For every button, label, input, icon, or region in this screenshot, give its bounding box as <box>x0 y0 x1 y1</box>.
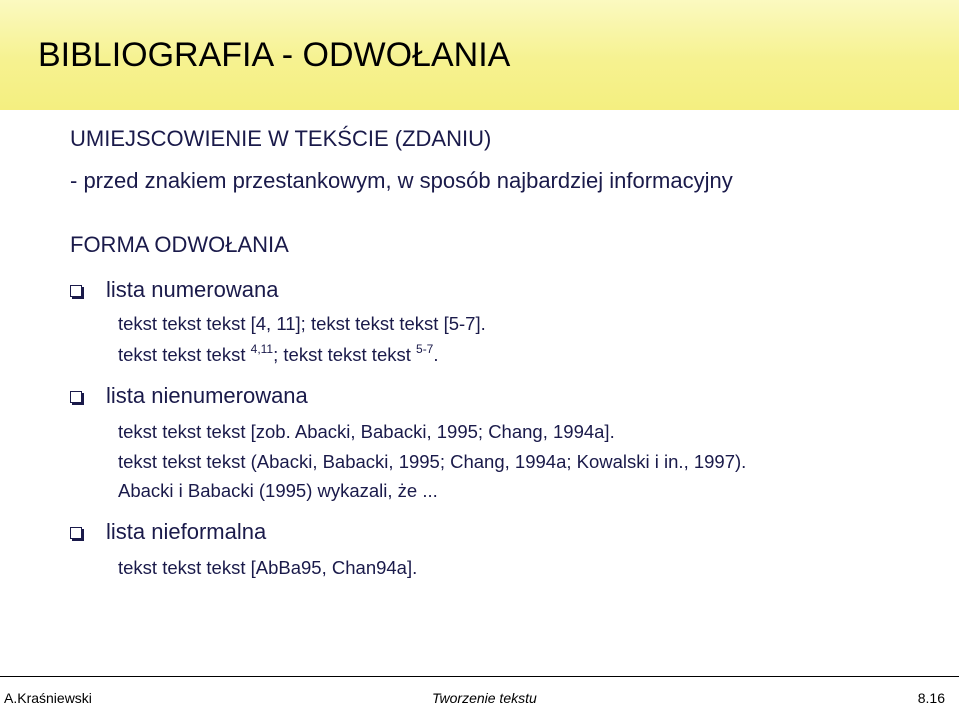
slide-title: BIBLIOGRAFIA - ODWOŁANIA <box>38 36 511 74</box>
footer-page-number: 8.16 <box>917 690 945 706</box>
placement-heading: UMIEJSCOWIENIE W TEKŚCIE (ZDANIU) <box>70 126 492 151</box>
unnumbered-example-1: tekst tekst tekst [zob. Abacki, Babacki, 1995; Chang, 1994a]. <box>118 421 615 442</box>
footer-course: Tworzenie tekstu <box>432 690 537 706</box>
superscript-ref-2: 5-7 <box>416 342 434 356</box>
checkbox-bullet-icon <box>70 527 82 539</box>
numbered-example-2-end: . <box>433 344 439 365</box>
numbered-example-2-mid: ; tekst tekst tekst <box>273 344 417 365</box>
footer-author: A.Kraśniewski <box>4 690 92 706</box>
informal-label: lista nieformalna <box>106 519 267 544</box>
numbered-label: lista numerowana <box>106 277 279 302</box>
placement-note: - przed znakiem przestankowym, w sposób najbardziej informacyjny <box>70 168 733 193</box>
footer-divider <box>0 676 959 677</box>
checkbox-bullet-icon <box>70 285 82 297</box>
unnumbered-label: lista nienumerowana <box>106 383 308 408</box>
superscript-ref-1: 4,11 <box>250 342 274 356</box>
informal-example-1: tekst tekst tekst [AbBa95, Chan94a]. <box>118 557 418 578</box>
numbered-example-1: tekst tekst tekst [4, 11]; tekst tekst tekst [5-7]. <box>118 313 486 334</box>
checkbox-bullet-icon <box>70 391 82 403</box>
unnumbered-example-2: tekst tekst tekst (Abacki, Babacki, 1995; Chang, 1994a; Kowalski i in., 1997). <box>118 451 747 472</box>
numbered-example-2-text: tekst tekst tekst <box>118 344 251 365</box>
numbered-example-2 <box>118 342 439 366</box>
form-heading: FORMA ODWOŁANIA <box>70 232 289 257</box>
unnumbered-example-3: Abacki i Babacki (1995) wykazali, że ... <box>118 480 438 501</box>
